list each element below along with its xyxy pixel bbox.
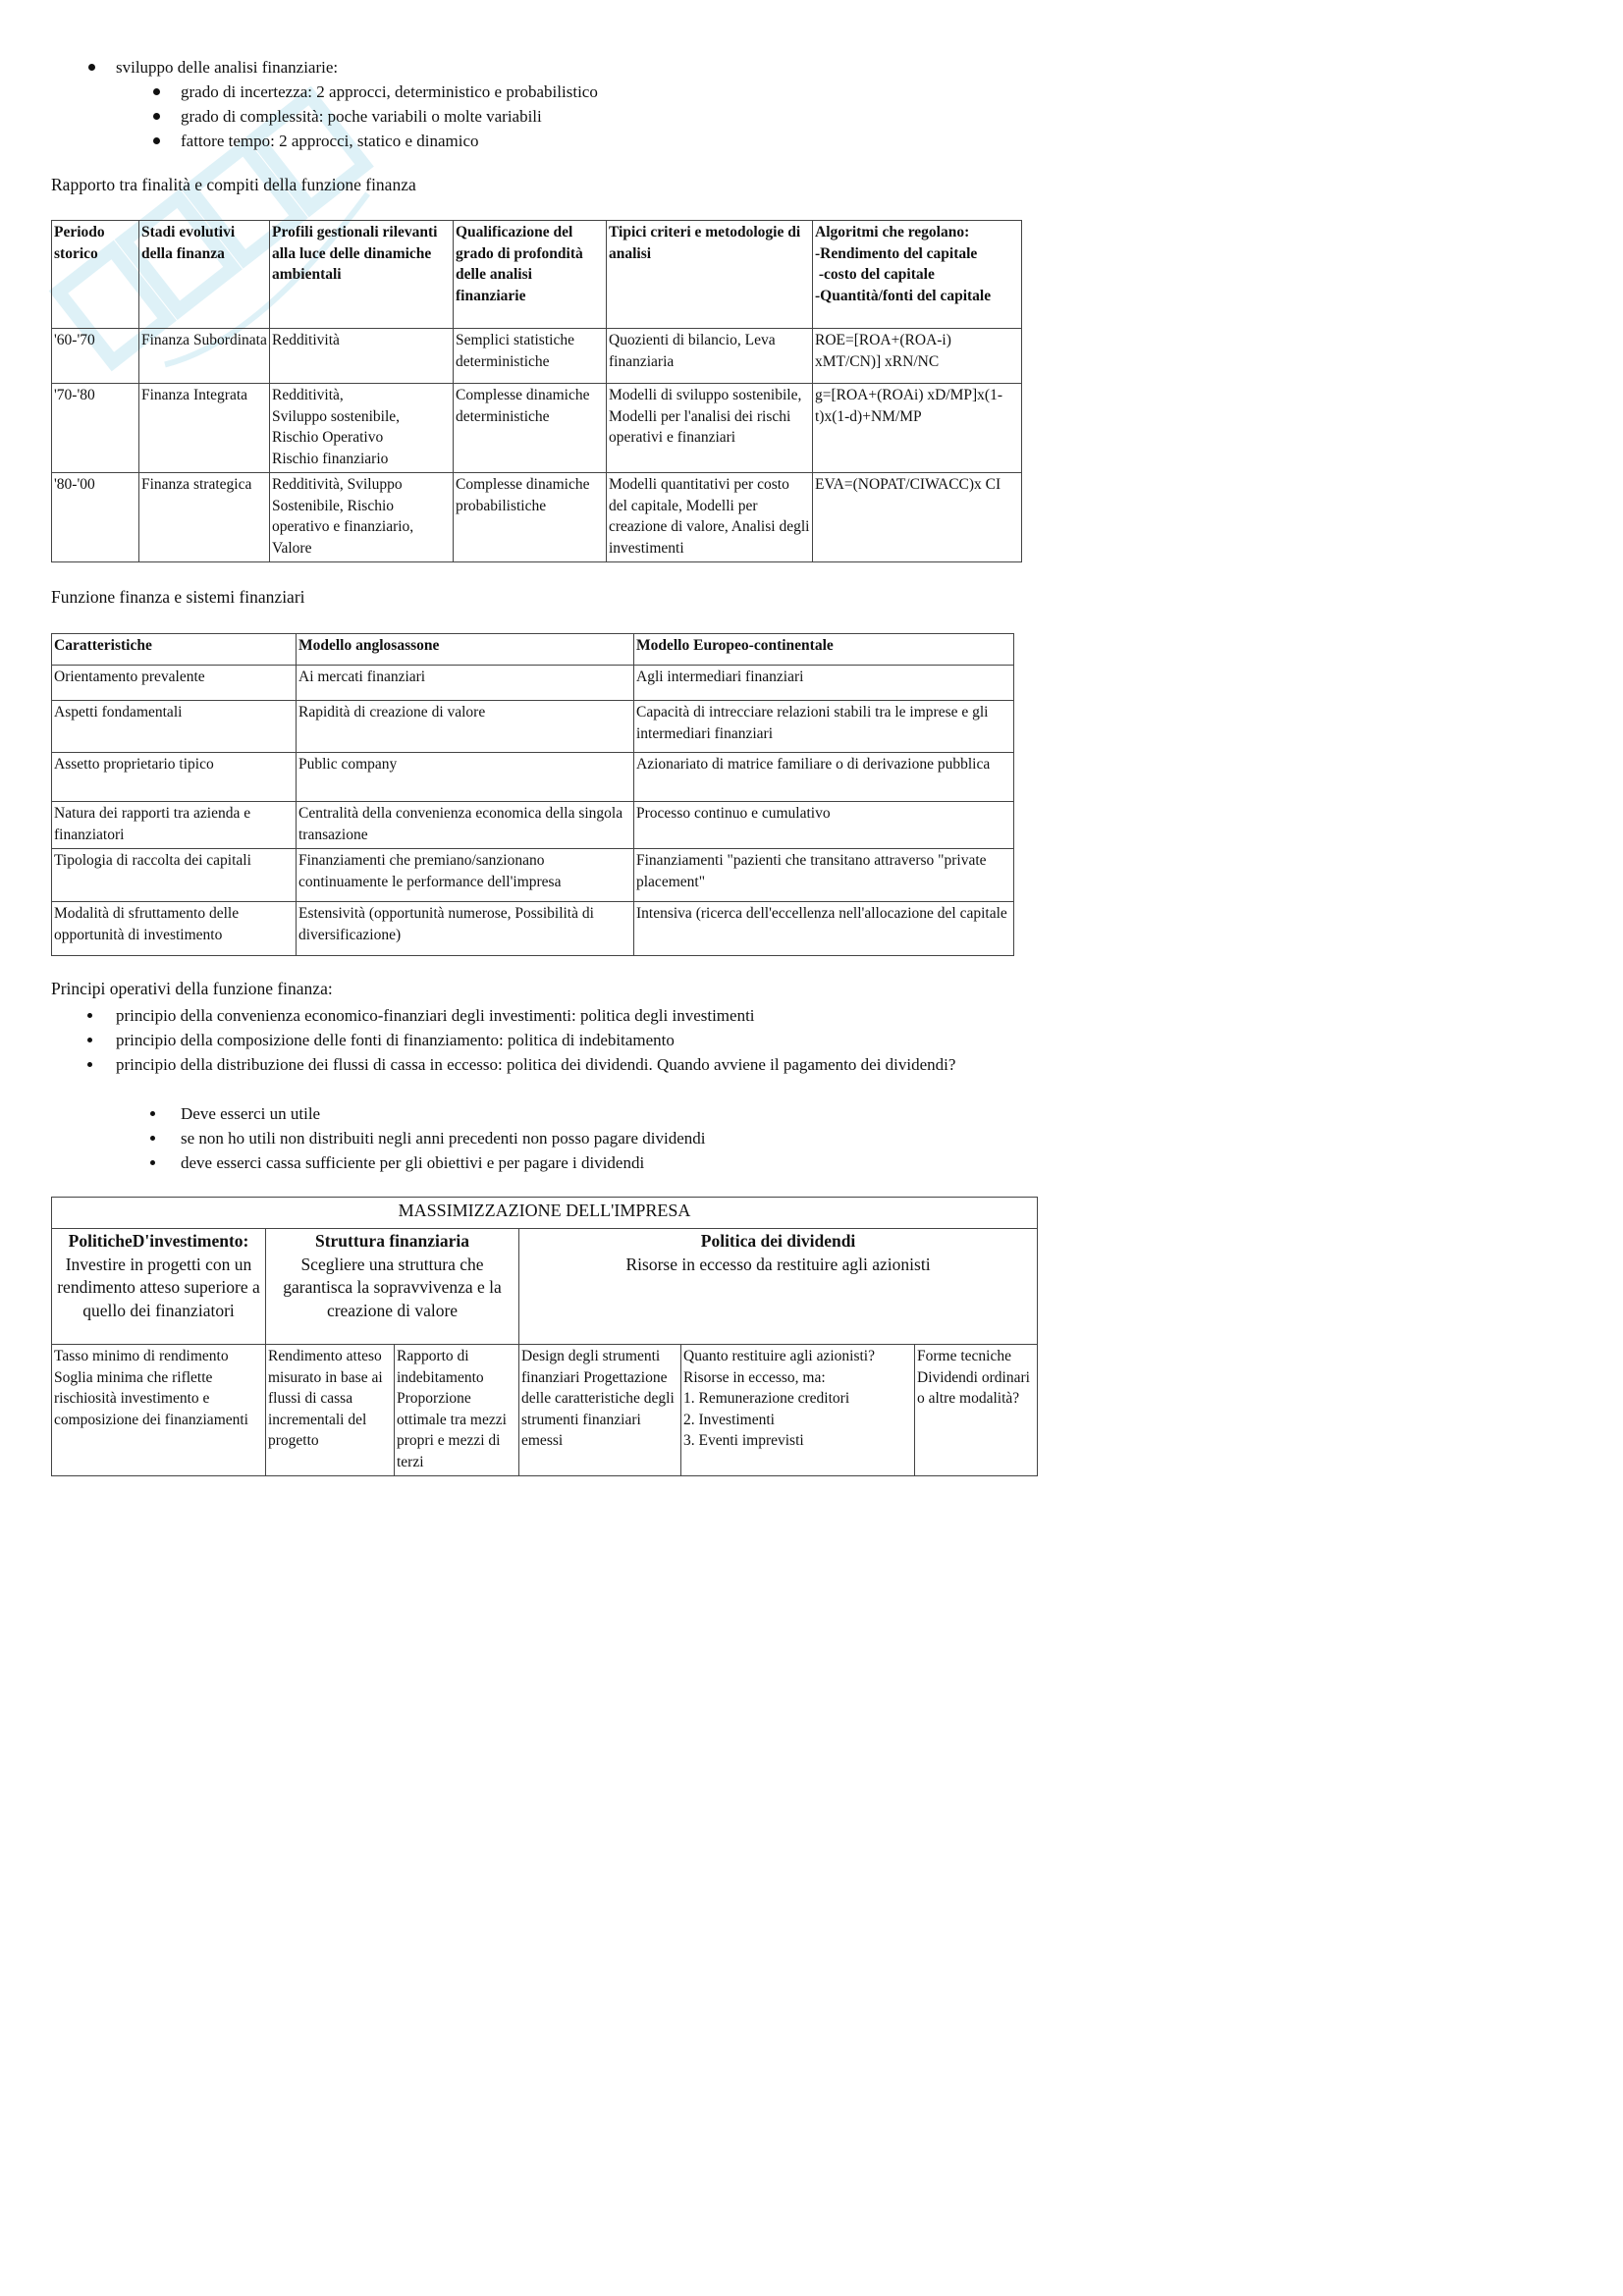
table-header-row (52, 634, 1014, 666)
table-cell: Redditività, Sviluppo sostenibile, Rischio Operativo Rischio finanziario (270, 384, 454, 473)
table-cell: Quozienti di bilancio, Leva finanziaria (607, 329, 813, 384)
column-header: Qualificazione del grado di profondità delle analisi finanziarie (454, 221, 607, 329)
table-cell: Agli intermediari finanziari (634, 666, 1014, 701)
bullet-icon (150, 1136, 155, 1141)
table-cell: Complesse dinamiche deterministiche (454, 384, 607, 473)
column-header: Profili gestionali rilevanti alla luce delle dinamiche ambientali (270, 221, 454, 329)
table-cell: Capacità di intrecciare relazioni stabili tra le imprese e gli intermediari finanziari (634, 701, 1014, 753)
table-cell: EVA=(NOPAT/CIWACC)x CI (813, 473, 1022, 562)
table-row (52, 666, 1014, 701)
table-cell: Design degli strumenti finanziari Progettazione delle caratteristiche degli strumenti finanziari emessi (519, 1345, 681, 1476)
table-cell: Rapidità di creazione di valore (297, 701, 634, 753)
table-cell: Intensiva (ricerca dell'eccellenza nell'allocazione del capitale (634, 902, 1014, 956)
bullet-icon (150, 1160, 155, 1165)
principles-list (116, 1003, 1035, 1077)
table-cell: Finanziamenti che premiano/sanzionano continuamente le performance dell'impresa (297, 849, 634, 902)
table-cell: Centralità della convenienza economica della singola transazione (297, 802, 634, 849)
bullet-icon (153, 113, 160, 120)
table-cell: Forme tecniche Dividendi ordinari o altre modalità? (915, 1345, 1038, 1476)
column-header: Algoritmi che regolano: -Rendimento del capitale -costo del capitale -Quantità/fonti del capitale (813, 221, 1022, 329)
table-row (52, 384, 1022, 473)
bullet-icon (87, 1013, 92, 1018)
table-cell: Tasso minimo di rendimento Soglia minima che riflette rischiosità investimento e composizione dei finanziamenti (52, 1345, 266, 1476)
list-item: principio della convenienza economico-finanziari degli investimenti: politica degli investimenti (116, 1003, 1035, 1028)
section-heading: Principi operativi della funzione finanza: (51, 979, 333, 998)
bullet-icon (88, 64, 95, 71)
table-cell: g=[ROA+(ROAi) xD/MP]x(1-t)x(1-d)+NM/MP (813, 384, 1022, 473)
section-heading: Rapporto tra finalità e compiti della funzione finanza (51, 175, 416, 194)
list-item: Deve esserci un utile (181, 1101, 705, 1126)
bullet-icon (150, 1111, 155, 1116)
table-cell: Processo continuo e cumulativo (634, 802, 1014, 849)
policy-dividends: Politica dei dividendi Risorse in eccesso da restituire agli azionisti (519, 1229, 1038, 1345)
list-item: principio della composizione delle fonti di finanziamento: politica di indebitamento (116, 1028, 1035, 1052)
table-cell: Finanza Subordinata (139, 329, 270, 384)
table-cell: Modelli quantitativi per costo del capitale, Modelli per creazione di valore, Analisi degli investimenti (607, 473, 813, 562)
list-item: deve esserci cassa sufficiente per gli obiettivi e per pagare i dividendi (181, 1150, 705, 1175)
document-page (0, 0, 1080, 1528)
list-item: fattore tempo: 2 approcci, statico e dinamico (181, 129, 598, 153)
table-cell: Public company (297, 753, 634, 802)
table-cell: Finanza Integrata (139, 384, 270, 473)
table-title-row (52, 1198, 1038, 1229)
list-item: se non ho utili non distribuiti negli anni precedenti non posso pagare dividendi (181, 1126, 705, 1150)
list-item: sviluppo delle analisi finanziarie: (116, 55, 338, 80)
table-cell: Rendimento atteso misurato in base ai flussi di cassa incrementali del progetto (266, 1345, 395, 1476)
table-cell: Quanto restituire agli azionisti? Risorse in eccesso, ma: 1. Remunerazione creditori 2. Investimenti 3. Eventi imprevisti (681, 1345, 915, 1476)
list-item: grado di complessità: poche variabili o molte variabili (181, 104, 598, 129)
table-row (52, 753, 1014, 802)
table-cell: Modelli di sviluppo sostenibile, Modelli per l'analisi dei rischi operativi e finanziari (607, 384, 813, 473)
policies-row (52, 1229, 1038, 1345)
table-row (52, 329, 1022, 384)
table-title: MASSIMIZZAZIONE DELL'IMPRESA (52, 1198, 1038, 1229)
column-header: Tipici criteri e metodologie di analisi (607, 221, 813, 329)
table-header-row (52, 221, 1022, 329)
table-cell: Finanziamenti "pazienti che transitano attraverso "private placement" (634, 849, 1014, 902)
table-cell: Tipologia di raccolta dei capitali (52, 849, 297, 902)
details-row (52, 1345, 1038, 1476)
top-bullet-list (116, 55, 338, 80)
table-row (52, 802, 1014, 849)
table-cell: Complesse dinamiche probabilistiche (454, 473, 607, 562)
table-cell: '60-'70 (52, 329, 139, 384)
bullet-icon (87, 1038, 92, 1042)
list-item: grado di incertezza: 2 approcci, deterministico e probabilistico (181, 80, 598, 104)
table-cell: Ai mercati finanziari (297, 666, 634, 701)
column-header: Modello anglosassone (297, 634, 634, 666)
policy-financial-structure: Struttura finanziaria Scegliere una struttura che garantisca la sopravvivenza e la creazione di valore (266, 1229, 519, 1345)
table-cell: Finanza strategica (139, 473, 270, 562)
table-cell: Modalità di sfruttamento delle opportunità di investimento (52, 902, 297, 956)
maximization-table (51, 1197, 1038, 1476)
table-cell: Semplici statistiche deterministiche (454, 329, 607, 384)
table-cell: Orientamento prevalente (52, 666, 297, 701)
table-cell: Assetto proprietario tipico (52, 753, 297, 802)
table-cell: ROE=[ROA+(ROA-i) xMT/CN)] xRN/NC (813, 329, 1022, 384)
bullet-icon (153, 137, 160, 144)
table-cell: Azionariato di matrice familiare o di derivazione pubblica (634, 753, 1014, 802)
table-row (52, 701, 1014, 753)
bullet-icon (153, 88, 160, 95)
table-cell: '70-'80 (52, 384, 139, 473)
policy-investment: PoliticheD'investimento: Investire in progetti con un rendimento atteso superiore a quello dei finanziatori (52, 1229, 266, 1345)
list-item: principio della distribuzione dei flussi di cassa in eccesso: politica dei dividendi. Quando avviene il pagamento dei dividendi? (116, 1052, 1035, 1077)
table-cell: Redditività, Sviluppo Sostenibile, Rischio operativo e finanziario, Valore (270, 473, 454, 562)
table-cell: Redditività (270, 329, 454, 384)
conditions-list (181, 1101, 705, 1175)
finance-evolution-table (51, 220, 1022, 562)
table-cell: Natura dei rapporti tra azienda e finanziatori (52, 802, 297, 849)
table-cell: Aspetti fondamentali (52, 701, 297, 753)
table-row (52, 849, 1014, 902)
column-header: Stadi evolutivi della finanza (139, 221, 270, 329)
column-header: Caratteristiche (52, 634, 297, 666)
top-sub-bullet-list (181, 80, 598, 153)
table-row (52, 473, 1022, 562)
column-header: Modello Europeo-continentale (634, 634, 1014, 666)
bullet-icon (87, 1062, 92, 1067)
section-heading: Funzione finanza e sistemi finanziari (51, 587, 305, 607)
table-cell: '80-'00 (52, 473, 139, 562)
table-cell: Estensività (opportunità numerose, Possibilità di diversificazione) (297, 902, 634, 956)
table-cell: Rapporto di indebitamento Proporzione ottimale tra mezzi propri e mezzi di terzi (395, 1345, 519, 1476)
table-row (52, 902, 1014, 956)
financial-systems-table (51, 633, 1014, 956)
column-header: Periodo storico (52, 221, 139, 329)
